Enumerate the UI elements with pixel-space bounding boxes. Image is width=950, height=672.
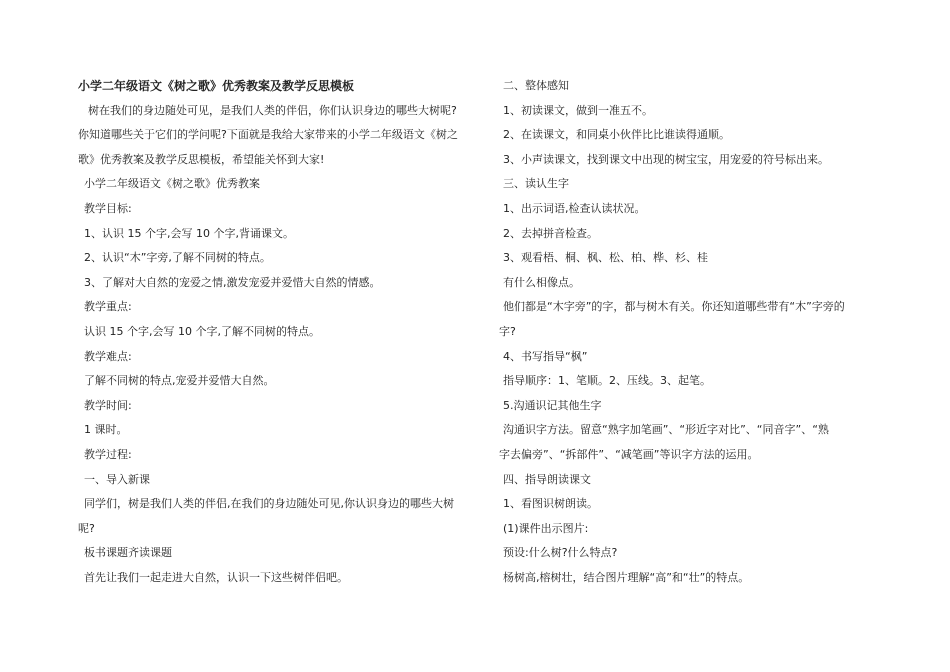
section-heading: 二、整体感知 <box>503 79 569 92</box>
intro-paragraph-line: 树在我们的身边随处可见，是我们人类的伴侣，你们认识身边的哪些大树呢? <box>88 103 457 117</box>
step1-paragraph-line: 呢? <box>78 521 95 535</box>
goals-label: 教学目标: <box>84 201 132 215</box>
difficulty-text: 了解不同树的特点,宠爱并爱惜大自然。 <box>84 374 275 388</box>
section-heading: 四、指导朗读课文 <box>503 472 591 486</box>
tree-feature-text: 杨树高,榕树壮，结合图片理解“高”和“壮”的特点。 <box>503 570 750 584</box>
other-characters-step: 5.沟通识记其他生字 <box>503 398 602 412</box>
goal-item: 1、认识 15 个字,会写 10 个字,背诵课文。 <box>84 226 294 240</box>
focus-text: 认识 15 个字,会写 10 个字,了解不同树的特点。 <box>84 324 320 338</box>
reading-step: 3、小声读课文，找到课文中出现的树宝宝，用宠爱的符号标出来。 <box>503 152 829 166</box>
intro-nature-text: 首先让我们一起走进大自然，认识一下这些树伴侣吧。 <box>84 570 348 584</box>
goal-item: 3、了解对大自然的宠爱之情,激发宠爱并爱惜大自然的情感。 <box>84 275 381 289</box>
reading-guide-step: 1、看图识树朗读。 <box>503 497 598 511</box>
step1-paragraph-line: 同学们，树是我们人类的伴侣,在我们的身边随处可见,你认识身边的哪些大树 <box>84 497 454 511</box>
time-text: 1 课时。 <box>84 423 128 437</box>
radical-paragraph-line: 字? <box>499 324 516 338</box>
left-column <box>78 74 470 590</box>
goal-item: 2、认识“木”字旁,了解不同树的特点。 <box>84 251 271 265</box>
preset-question: 预设:什么树?什么特点? <box>503 546 618 560</box>
courseware-step: (1)课件出示图片: <box>503 521 589 535</box>
process-label: 教学过程: <box>84 447 132 461</box>
word-step: 2、去掉拼音检查。 <box>503 226 598 240</box>
word-step: 3、观看梧、桐、枫、松、柏、桦、杉、桂 <box>503 251 708 265</box>
focus-label: 教学重点: <box>84 300 132 314</box>
methods-paragraph-line: 字去偏旁”、“拆部件”、“减笔画”等识字方法的运用。 <box>499 447 759 461</box>
word-step: 1、出示词语,检查认读状况。 <box>503 201 646 215</box>
writing-guide: 4、书写指导“枫” <box>503 349 588 363</box>
intro-paragraph-line: 你知道哪些关于它们的学问呢?下面就是我给大家带来的小学二年级语文《树之 <box>78 128 458 142</box>
intro-paragraph-line: 歌》优秀教案及教学反思模板，希望能关怀到大家! <box>78 152 325 166</box>
common-point-text: 有什么相像点。 <box>503 275 580 289</box>
methods-paragraph-line: 沟通识字方法。留意“熟字加笔画”、“形近字对比”、“同音字”、“熟 <box>503 423 829 437</box>
time-label: 教学时间: <box>84 398 132 412</box>
section-heading: 三、读认生字 <box>503 177 569 191</box>
lesson-plan-subtitle: 小学二年级语文《树之歌》优秀教案 <box>84 177 260 191</box>
section-heading: 一、导入新课 <box>84 472 150 486</box>
radical-paragraph-line: 他们都是“木字旁”的字，都与树木有关。你还知道哪些带有“木”字旁的 <box>503 300 845 314</box>
reading-step: 1、初读课文，做到一准五不。 <box>503 103 653 117</box>
reading-step: 2、在读课文，和同桌小伙伴比比谁读得通顺。 <box>503 128 730 142</box>
board-text: 板书课题齐读课题 <box>84 546 172 560</box>
document-title: 小学二年级语文《树之歌》优秀教案及教学反思模板 <box>78 79 355 93</box>
writing-order: 指导顺序：1、笔顺。2、压线。3、起笔。 <box>503 374 711 388</box>
difficulty-label: 教学难点: <box>84 349 132 363</box>
right-column <box>499 74 891 590</box>
